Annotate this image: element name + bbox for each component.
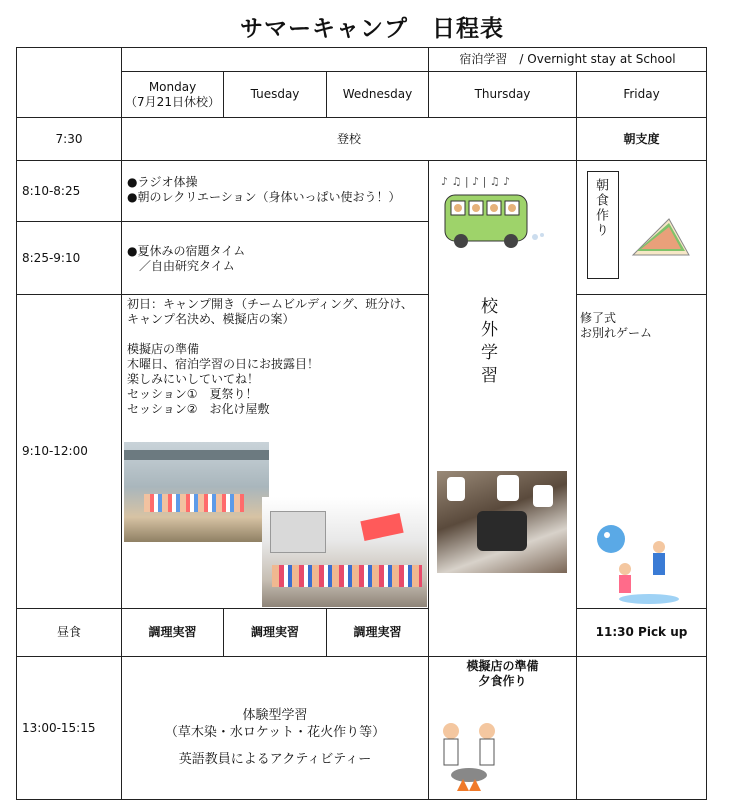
day-wednesday: Wednesday: [326, 71, 429, 118]
main-line-4: 木曜日、宿泊学習の日にお披露目！: [127, 357, 320, 371]
friday-prep-cell: 朝支度: [576, 117, 707, 161]
thursday-trip-cell: [428, 160, 577, 657]
homework-cell: [121, 221, 429, 295]
arrival-cell: 登校: [121, 117, 577, 161]
ceremony-line-2: お別れゲーム: [580, 326, 653, 340]
main-activity-cell: [121, 294, 429, 609]
morning-activity-cell: [121, 160, 429, 222]
main-line-6: セッション① 夏祭り！: [127, 387, 258, 401]
main-line-1: 初日：キャンプ開き（チームビルディング、班分け、: [127, 297, 413, 311]
time-lunch: 昼食: [16, 608, 122, 657]
thursday-pm-line-1: 模擬店の準備: [466, 659, 539, 673]
time-810: 8:10-8:25: [16, 160, 122, 222]
overnight-note: 宿泊学習 / Overnight stay at School: [428, 47, 707, 72]
svg-text:♪ ♫ | ♪ | ♫ ♪: ♪ ♫ | ♪ | ♫ ♪: [441, 175, 511, 188]
day-thursday: Thursday: [428, 71, 577, 118]
day-monday: [121, 71, 224, 118]
friday-ceremony-cell: [576, 294, 707, 609]
thursday-afternoon-cell: [428, 656, 577, 800]
ceremony-line-1: 修了式: [580, 311, 617, 325]
cooking-kids-illustration: [431, 717, 511, 797]
thursday-trip-label: 校外学習: [477, 297, 497, 389]
friday-pickup: 11:30 Pick up: [576, 608, 707, 657]
friday-afternoon-cell: [576, 656, 707, 800]
main-line-5: 楽しみにいしていてね！: [127, 372, 260, 386]
day-monday-note: （7月21日休校）: [125, 94, 220, 109]
breakfast-box: [587, 171, 619, 279]
day-monday-label: Monday: [148, 79, 197, 94]
main-line-3: 模擬店の準備: [127, 342, 200, 356]
group-photo-1: [124, 442, 269, 542]
time-730: 7:30: [16, 117, 122, 161]
header-blank: [121, 47, 429, 72]
sandwich-illustration: [629, 215, 693, 259]
afternoon-line-3: 英語教員によるアクティビティー: [178, 751, 372, 767]
thursday-pm-line-2: 夕食作り: [478, 674, 527, 688]
lunch-monday: 調理実習: [121, 608, 224, 657]
afternoon-line-2: （草木染・水ロケット・花火作り等）: [164, 724, 386, 740]
lunch-wednesday: 調理実習: [326, 608, 429, 657]
morning-line-2: ●朝のレクリエーション（身体いっぱい使おう！）: [127, 190, 401, 204]
time-910: 9:10-12:00: [16, 294, 122, 609]
main-line-7: セッション② お化け屋敷: [127, 402, 270, 416]
page-title: サマーキャンプ 日程表: [240, 16, 504, 42]
main-line-2: キャンプ名決め、模擬店の案）: [127, 312, 295, 326]
time-825: 8:25-9:10: [16, 221, 122, 295]
corner-cell: [16, 47, 122, 118]
homework-line-2: ／自由研究タイム: [127, 259, 235, 273]
afternoon-activity-cell: [121, 656, 429, 800]
friday-breakfast-cell: [576, 160, 707, 295]
bus-illustration: [437, 171, 547, 255]
lunch-tuesday: 調理実習: [223, 608, 327, 657]
day-tuesday: Tuesday: [223, 71, 327, 118]
group-photo-2: [262, 497, 427, 607]
water-play-illustration: [589, 517, 699, 607]
afternoon-line-1: 体験型学習: [242, 707, 308, 723]
time-afternoon: 13:00-15:15: [16, 656, 122, 800]
morning-line-1: ●ラジオ体操: [127, 175, 198, 189]
homework-line-1: ●夏休みの宿題タイム: [127, 244, 246, 258]
day-friday: Friday: [576, 71, 707, 118]
cooking-photo: [437, 471, 567, 573]
friday-breakfast-label: 朝食作り: [593, 178, 608, 238]
